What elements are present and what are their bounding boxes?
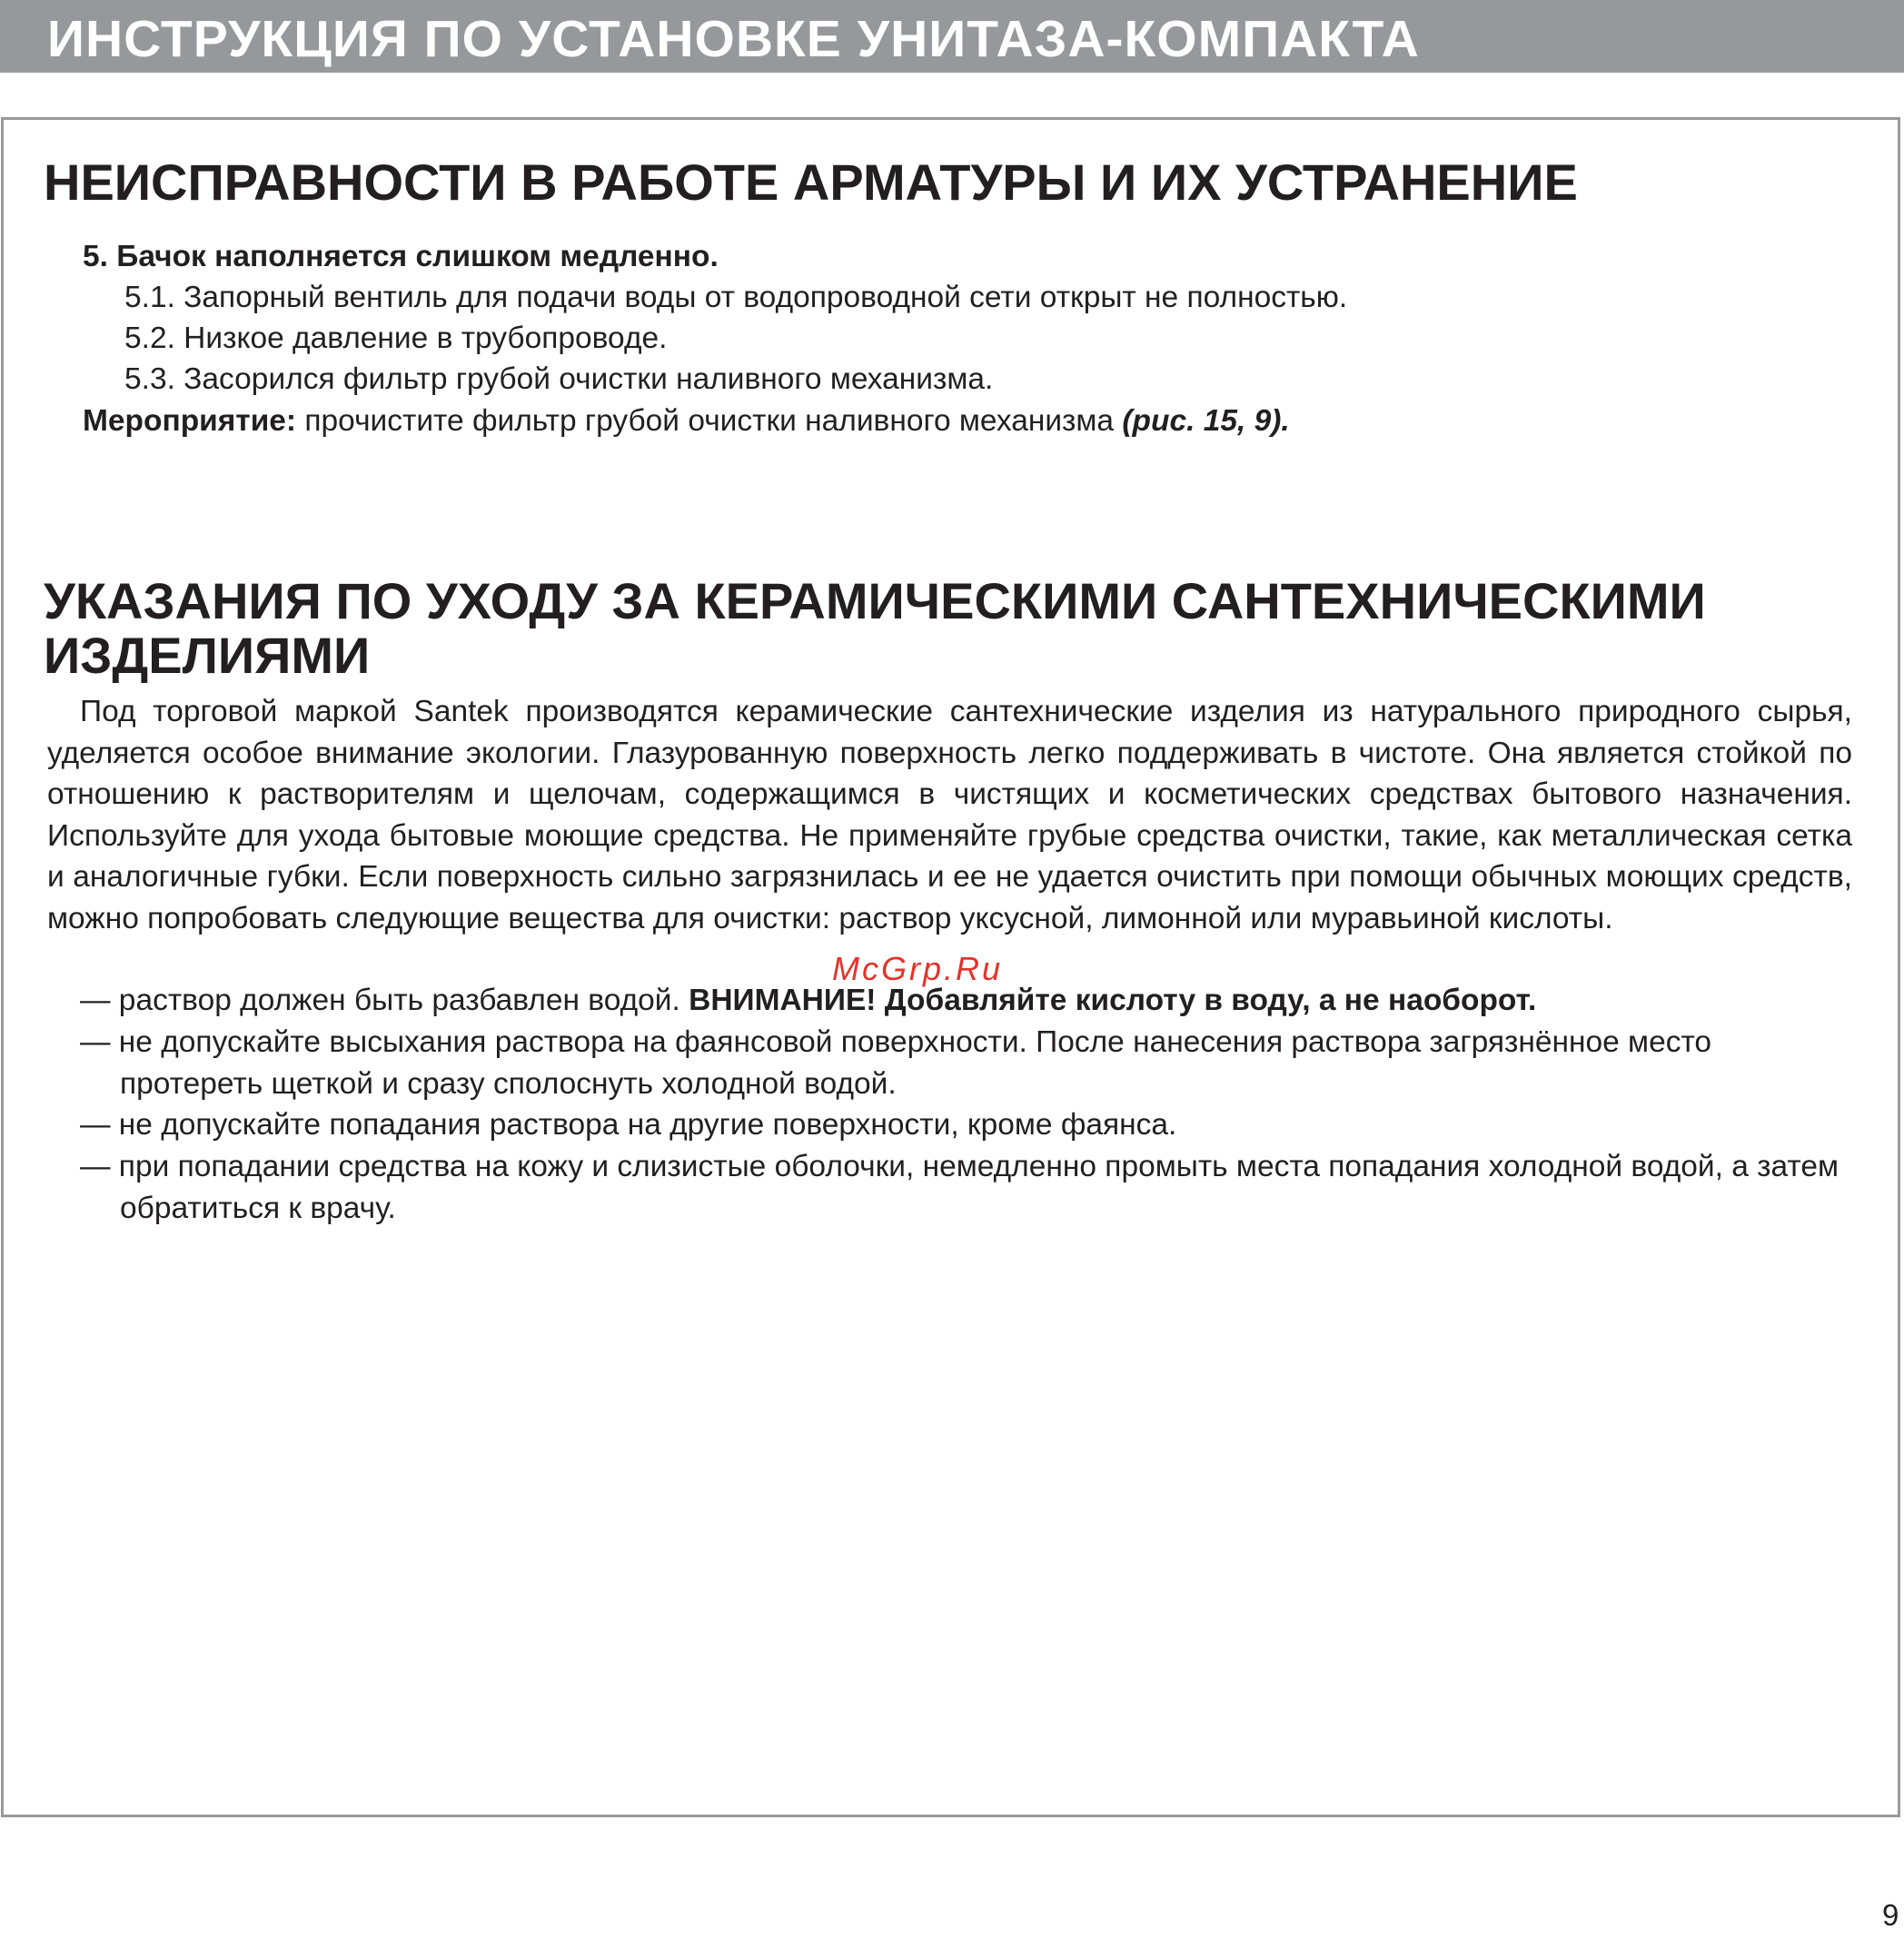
care-warning: ВНИМАНИЕ! Добавляйте кислоту в воду, а не наоборот.	[689, 984, 1537, 1017]
fault-subitem: 5.3. Засорился фильтр грубой очистки наливного механизма.	[124, 362, 994, 396]
measure-label: Мероприятие:	[83, 404, 297, 438]
fault-subitem: 5.1. Запорный вентиль для подачи воды от водопроводной сети открыт не полностью.	[124, 281, 1348, 314]
care-bullet: — не допускайте высыхания раствора на фаянсовой поверхности. После нанесения раствора загрязнённое место протереть щеткой и сразу сполоснуть холодной водой.	[80, 1025, 1712, 1101]
care-bullet: — не допускайте попадания раствора на другие поверхности, кроме фаянса.	[80, 1108, 1177, 1142]
header-bar	[0, 0, 1904, 73]
document-title: ИНСТРУКЦИЯ ПО УСТАНОВКЕ УНИТАЗА-КОМПАКТА	[47, 10, 1420, 68]
watermark: McGrp.Ru	[832, 950, 1004, 987]
fault-item-heading: 5. Бачок наполняется слишком медленно.	[83, 240, 719, 273]
fault-measure	[83, 403, 1290, 440]
section-title-care: УКАЗАНИЯ ПО УХОДУ ЗА КЕРАМИЧЕСКИМИ САНТЕХНИЧЕСКИМИ	[44, 572, 1706, 629]
care-paragraph: Под торговой маркой Santek производятся керамические сантехнические изделия из натурального природного сырья, уделяется особое внимание экологии. Глазурованную поверхность легко поддерживать в чистоте. Она является стойкой по отношению к растворителям и щелочам, содержащимся в чистящих и косметических средствах бытового назначения. Используйте для ухода бытовые моющие средства. Не применяйте грубые средства очистки, такие, как металлическая сетка и аналогичные губки. Если поверхность сильно загрязнилась и ее не удается очистить при помощи обычных моющих средств, можно попробовать следующие вещества для очистки: раствор уксусной, лимонной или муравьиной кислоты.	[47, 695, 1852, 935]
page-number: 9	[1882, 1898, 1899, 1932]
measure-figure-ref: (рис. 15, 9).	[1122, 404, 1290, 438]
section-title-care-line2: ИЗДЕЛИЯМИ	[44, 627, 371, 684]
section-title-faults: НЕИСПРАВНОСТИ В РАБОТЕ АРМАТУРЫ И ИХ УСТРАНЕНИЕ	[44, 153, 1578, 211]
measure-text: прочистите фильтр грубой очистки наливного механизма	[296, 404, 1123, 438]
care-bullet: — при попадании средства на кожу и слизистые оболочки, немедленно промыть места попадания холодной водой, а затем обратиться к врачу.	[80, 1150, 1840, 1225]
care-bullet-text: — раствор должен быть разбавлен водой.	[80, 984, 689, 1017]
fault-subitem: 5.2. Низкое давление в трубопроводе.	[124, 322, 668, 355]
